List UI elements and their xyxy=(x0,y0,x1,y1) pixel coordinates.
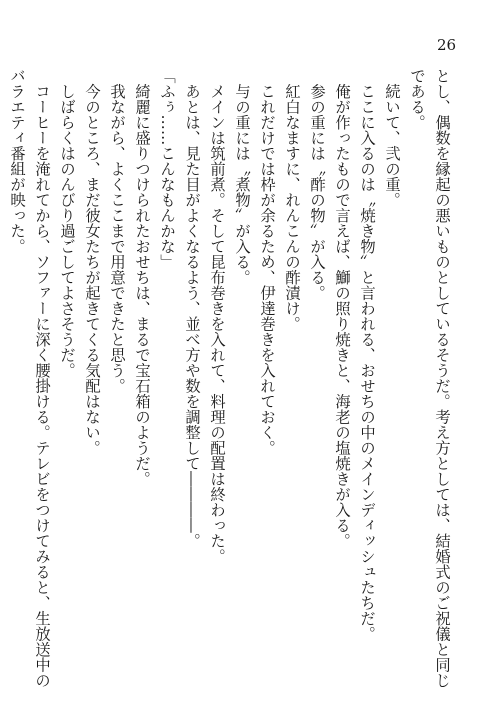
text-line: ここに入るのは〝焼き物〟と言われる、おせちの中のメインディッシュたちだ。 xyxy=(358,68,376,642)
text-line: 綺麗に盛りつけられたおせちは、まるで宝石箱のようだ。 xyxy=(133,68,151,487)
text-line: 与の重には〝煮物〟が入る。 xyxy=(233,68,251,285)
dialogue-line: 「ふぅ……こんなもんかな」 xyxy=(158,68,176,270)
text-line: あとは、見た目がよくなるよう、並べ方や数を調整して――――。 xyxy=(183,68,201,549)
text-line: 我ながら、よくここまで用意できたと思う。 xyxy=(108,68,126,394)
text-line: メインは筑前煮。そして昆布巻きを入れて、料理の配置は終わった。 xyxy=(208,68,226,564)
text-line: 今のところ、まだ彼女たちが起きてくる気配はない。 xyxy=(83,68,101,456)
text-line: 紅白なますに、れんこんの酢漬け。 xyxy=(283,68,301,332)
text-line: とし、偶数を縁起の悪いものとしているそうだ。考え方としては、結婚式のご祝儀と同じ xyxy=(433,68,451,688)
text-line: 参の重には〝酢の物〟が入る。 xyxy=(308,68,326,301)
text-line: コーヒーを淹れてから、ソファーに深く腰掛ける。テレビをつけてみると、生放送中の xyxy=(33,68,51,688)
text-line: しばらくはのんびり過ごしてよさそうだ。 xyxy=(58,68,76,378)
text-line: である。 xyxy=(408,68,426,130)
body-text xyxy=(8,68,454,688)
text-line: バラエティ番組が映った。 xyxy=(8,68,26,254)
text-line: これだけでは枠が余るため、伊達巻きを入れておく。 xyxy=(258,68,276,456)
page-number: 26 xyxy=(437,36,457,54)
text-line: 続いて、弐の重。 xyxy=(383,68,401,208)
text-line: 俺が作ったもので言えば、鰤の照り焼きと、海老の塩焼きが入る。 xyxy=(333,68,351,549)
